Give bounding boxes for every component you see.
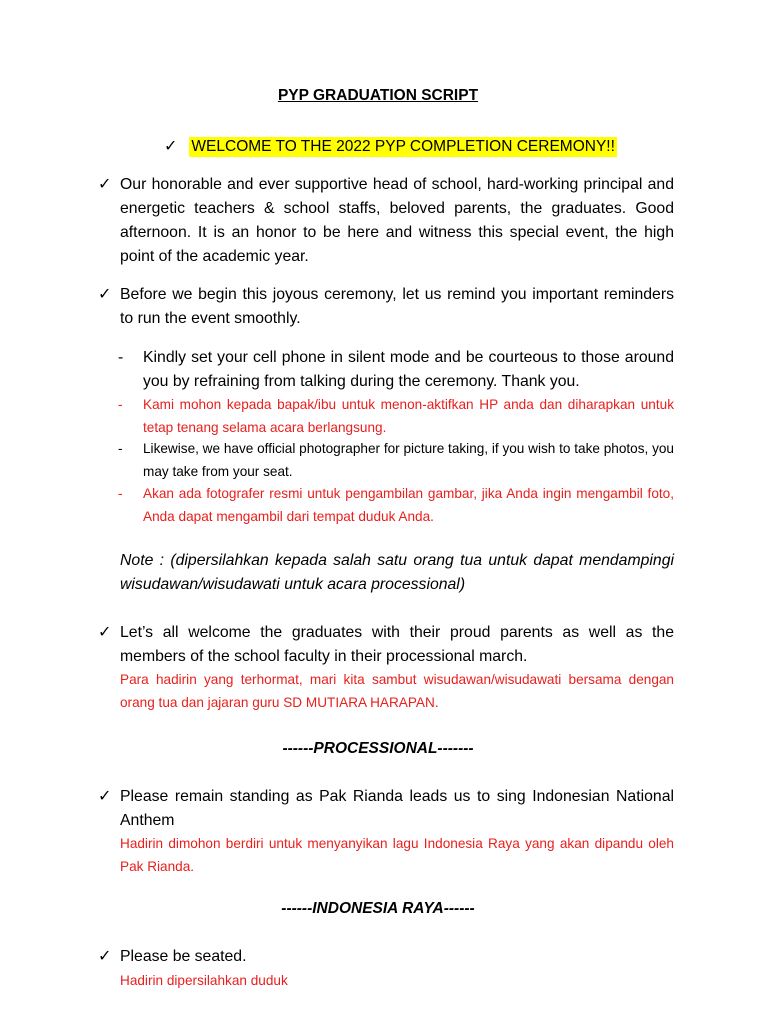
checkmark-icon: ✓ [98,624,112,641]
paragraph-anthem: Please remain standing as Pak Rianda leads us to sing Indonesian National Anthem [120,788,674,829]
checkmark-icon: ✓ [98,948,112,965]
welcome-line [164,137,617,157]
dash-marker: - [118,441,123,456]
reminder-1-en-text: Kindly set your cell phone in silent mode and be courteous to those around you by refraining from talking during the ceremony. Thank you. [143,349,674,390]
reminder-1-id [118,394,674,439]
paragraph-reminders: Before we begin this joyous ceremony, let us remind you important reminders to run the event smoothly. [120,286,674,327]
checkmark-icon: ✓ [164,138,178,155]
dash-marker: - [118,397,123,412]
document-title: PYP GRADUATION SCRIPT [277,87,479,104]
note-text: Note : (dipersilahkan kepada salah satu orang tua untuk dapat mendampingi wisudawan/wisudawati untuk acara processional) [120,552,674,593]
reminder-1-en [118,346,674,394]
paragraph-welcome-graduates-id: Para hadirin yang terhormat, mari kita sambut wisudawan/wisudawati bersama dengan orang tua dan jajaran guru SD MUTIARA HARAPAN. [120,672,674,710]
dash-marker: - [118,486,123,501]
heading-processional: ------PROCESSIONAL------- [282,740,474,757]
checkmark-icon: ✓ [98,286,112,303]
paragraph-anthem-id: Hadirin dimohon berdiri untuk menyanyikan lagu Indonesia Raya yang akan dipandu oleh Pak Rianda. [120,836,674,874]
paragraph-welcome-graduates: Let’s all welcome the graduates with their proud parents as well as the members of the school faculty in their processional march. [120,624,674,665]
welcome-highlight: WELCOME TO THE 2022 PYP COMPLETION CEREMONY!! [191,138,615,155]
paragraph-seated: Please be seated. [120,948,247,965]
heading-indonesia-raya: ------INDONESIA RAYA------ [281,900,475,917]
dash-marker: - [118,349,124,366]
reminder-1-id-text: Kami mohon kepada bapak/ibu untuk menon-aktifkan HP anda dan diharapkan untuk tetap tenang selama acara berlangsung. [143,397,674,435]
reminder-2-en-text: Likewise, we have official photographer for picture taking, if you wish to take photos, you may take from your seat. [143,441,674,479]
reminder-2-id [118,483,674,528]
reminder-2-id-text: Akan ada fotografer resmi untuk pengambilan gambar, jika Anda ingin mengambil foto, Anda dapat mengambil dari tempat duduk Anda. [143,486,674,524]
checkmark-icon: ✓ [98,788,112,805]
checkmark-icon: ✓ [98,176,112,193]
reminder-2-en [118,438,674,483]
paragraph-opening: Our honorable and ever supportive head of school, hard-working principal and energetic teachers & school staffs, beloved parents, the graduates. Good afternoon. It is an honor to be here and witness this special event, the high point of the academic year. [120,176,674,265]
paragraph-seated-id: Hadirin dipersilahkan duduk [120,973,288,988]
